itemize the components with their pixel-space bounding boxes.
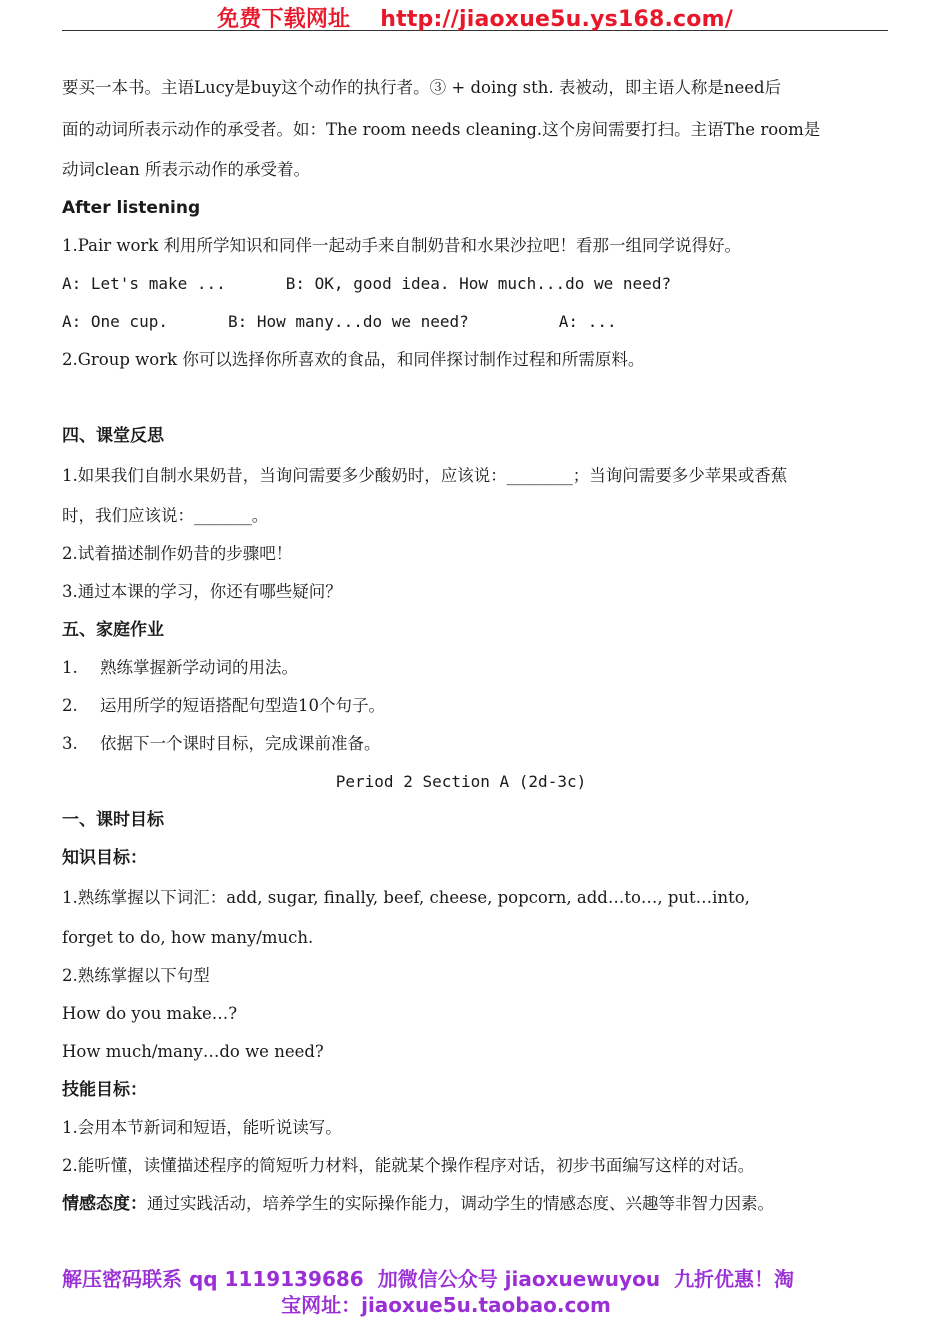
group-work-instruction: 2.Group work 你可以选择你所喜欢的食品，和同伴探讨制作过程和所需原料。	[62, 350, 645, 369]
paragraph-line: 面的动词所表示动作的承受者。如：The room needs cleaning.这个房间需要打扫。主语The room是	[62, 120, 821, 139]
list-text: 熟练掌握新学动词的用法。	[100, 658, 298, 677]
spacer	[62, 379, 890, 417]
footer-line-2	[62, 1292, 890, 1318]
period-title: Period 2 Section A (2d-3c)	[335, 772, 587, 791]
dialogue-b: B: OK, good idea. How much...do we need?	[285, 274, 672, 293]
footer-discount: 九折优惠！淘	[674, 1267, 795, 1291]
reflection-question-2: 2.试着描述制作奶昔的步骤吧！	[62, 544, 293, 563]
reflection-question-3: 3.通过本课的学习，你还有哪些疑问？	[62, 582, 342, 601]
dialogue-c: A: ...	[558, 312, 617, 331]
section-heading-homework: 五、家庭作业	[62, 620, 164, 640]
page-header	[62, 0, 888, 31]
footer-line-1	[62, 1266, 890, 1292]
homework-item-3	[62, 725, 890, 763]
sentence-pattern-1: How do you make…?	[62, 1004, 238, 1023]
dialogue-a: A: One cup.	[62, 312, 168, 331]
list-text: 依据下一个课时目标，完成课前准备。	[100, 734, 381, 753]
dialogue-line-1	[62, 265, 890, 303]
homework-item-2	[62, 687, 890, 725]
dialogue-b: B: How many...do we need?	[227, 312, 469, 331]
emotion-goals-heading: 情感态度：	[62, 1194, 147, 1214]
knowledge-item-1: 1.熟练掌握以下词汇：add, sugar, finally, beef, cheese, popcorn, add…to…, put…into,	[62, 888, 750, 907]
homework-item-1	[62, 649, 890, 687]
knowledge-item-1-cont: forget to do, how many/much.	[62, 928, 314, 947]
header-banner	[217, 2, 733, 33]
document-body	[62, 67, 890, 1223]
knowledge-goals-heading: 知识目标：	[62, 848, 147, 868]
footer-shop-link[interactable]: 宝网址：jiaoxue5u.taobao.com	[281, 1293, 611, 1317]
list-number: 3.	[62, 734, 78, 753]
section-heading-after-listening: After listening	[62, 198, 201, 218]
skill-goals-heading: 技能目标：	[62, 1080, 147, 1100]
knowledge-item-2: 2.熟练掌握以下句型	[62, 966, 210, 985]
skill-item-2: 2.能听懂，读懂描述程序的简短听力材料，能就某个操作程序对话，初步书面编写这样的对话。	[62, 1156, 755, 1175]
reflection-question-1: 1.如果我们自制水果奶昔，当询问需要多少酸奶时，应该说：________；当询问需要多少苹果或香蕉	[62, 466, 788, 485]
sentence-pattern-2: How much/many…do we need?	[62, 1042, 324, 1061]
list-text: 运用所学的短语搭配句型造10个句子。	[100, 696, 385, 715]
header-label: 免费下载网址	[217, 7, 351, 32]
paragraph-line: 动词clean 所表示动作的承受着。	[62, 160, 310, 179]
footer-qq-contact: 解压密码联系 qq 1119139686	[62, 1267, 364, 1291]
dialogue-a: A: Let's make ...	[62, 274, 226, 293]
list-number: 2.	[62, 696, 78, 715]
footer-wechat: 加微信公众号 jiaoxuewuyou	[377, 1267, 661, 1291]
emotion-goals-line	[62, 1185, 890, 1223]
header-url-link[interactable]: http://jiaoxue5u.ys168.com/	[380, 7, 733, 32]
list-number: 1.	[62, 658, 78, 677]
page-footer	[62, 1266, 890, 1318]
skill-item-1: 1.会用本节新词和短语，能听说读写。	[62, 1118, 342, 1137]
dialogue-line-2	[62, 303, 890, 341]
pair-work-instruction: 1.Pair work 利用所学知识和同伴一起动手来自制奶昔和水果沙拉吧！看那一组同学说得好。	[62, 236, 742, 255]
emotion-goals-text: 通过实践活动，培养学生的实际操作能力，调动学生的情感态度、兴趣等非智力因素。	[147, 1194, 774, 1213]
section-heading-reflection: 四、课堂反思	[62, 426, 164, 446]
paragraph-line: 要买一本书。主语Lucy是buy这个动作的执行者。③ + doing sth. 表被动，即主语人称是need后	[62, 78, 782, 97]
reflection-question-1-cont: 时，我们应该说：_______。	[62, 506, 269, 525]
section-heading-goals: 一、课时目标	[62, 810, 164, 830]
